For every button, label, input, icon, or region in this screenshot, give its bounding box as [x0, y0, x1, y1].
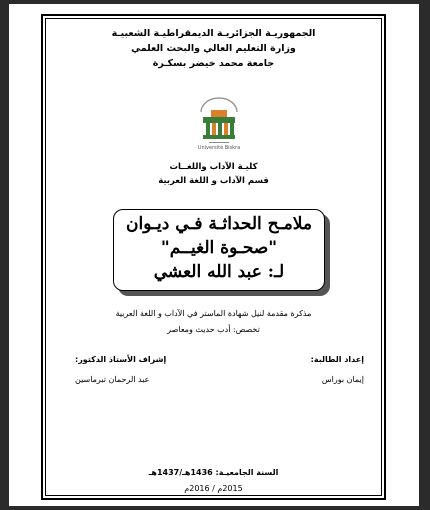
university-emblem-icon [189, 92, 249, 152]
thesis-title-box [113, 209, 325, 291]
supervisor-label: إشراف الأستاذ الدكتور: [75, 355, 167, 364]
ministry-heading: وزارة التعليم العالي والبحث العلمي [131, 43, 296, 54]
thesis-title-line3: لـ: عبد الله العشي [153, 262, 285, 282]
university-heading: جامعة محمد خيضر بسكـرة [152, 58, 275, 69]
republic-heading: الجمهوريـة الجزائريـة الديمقراطيـة الشعبيـة [111, 28, 316, 39]
student-name: إيمان بوراس [321, 375, 364, 384]
faculty-name: كليـة الآداب واللغــات [169, 162, 258, 172]
supervisor-name: عبد الرحمان تبرماسين [75, 375, 150, 384]
department-name: قسم الآداب و اللغة العربية [158, 176, 269, 186]
document-page [9, 4, 419, 506]
thesis-purpose: مذكرة مقدمة لنيل شهادة الماستر في الآداب و اللغة العربية [115, 309, 312, 318]
academic-year-gregorian: 2015م / 2016م [184, 484, 243, 493]
logo-caption: Université Biskra [197, 145, 241, 151]
thesis-specialty: تخصص: أدب حديث ومعاصر [167, 325, 260, 334]
academic-year-hijri: السنة الجامعيـة: 1436هـ/1437هـ [148, 468, 279, 477]
thesis-title-line2: "صحـوة الغيــم" [160, 238, 278, 258]
page-border [41, 14, 386, 500]
thesis-title-line1: ملامـح الحداثـة فـي ديـوان [126, 214, 312, 234]
student-label: إعداد الطالبة: [310, 355, 364, 364]
